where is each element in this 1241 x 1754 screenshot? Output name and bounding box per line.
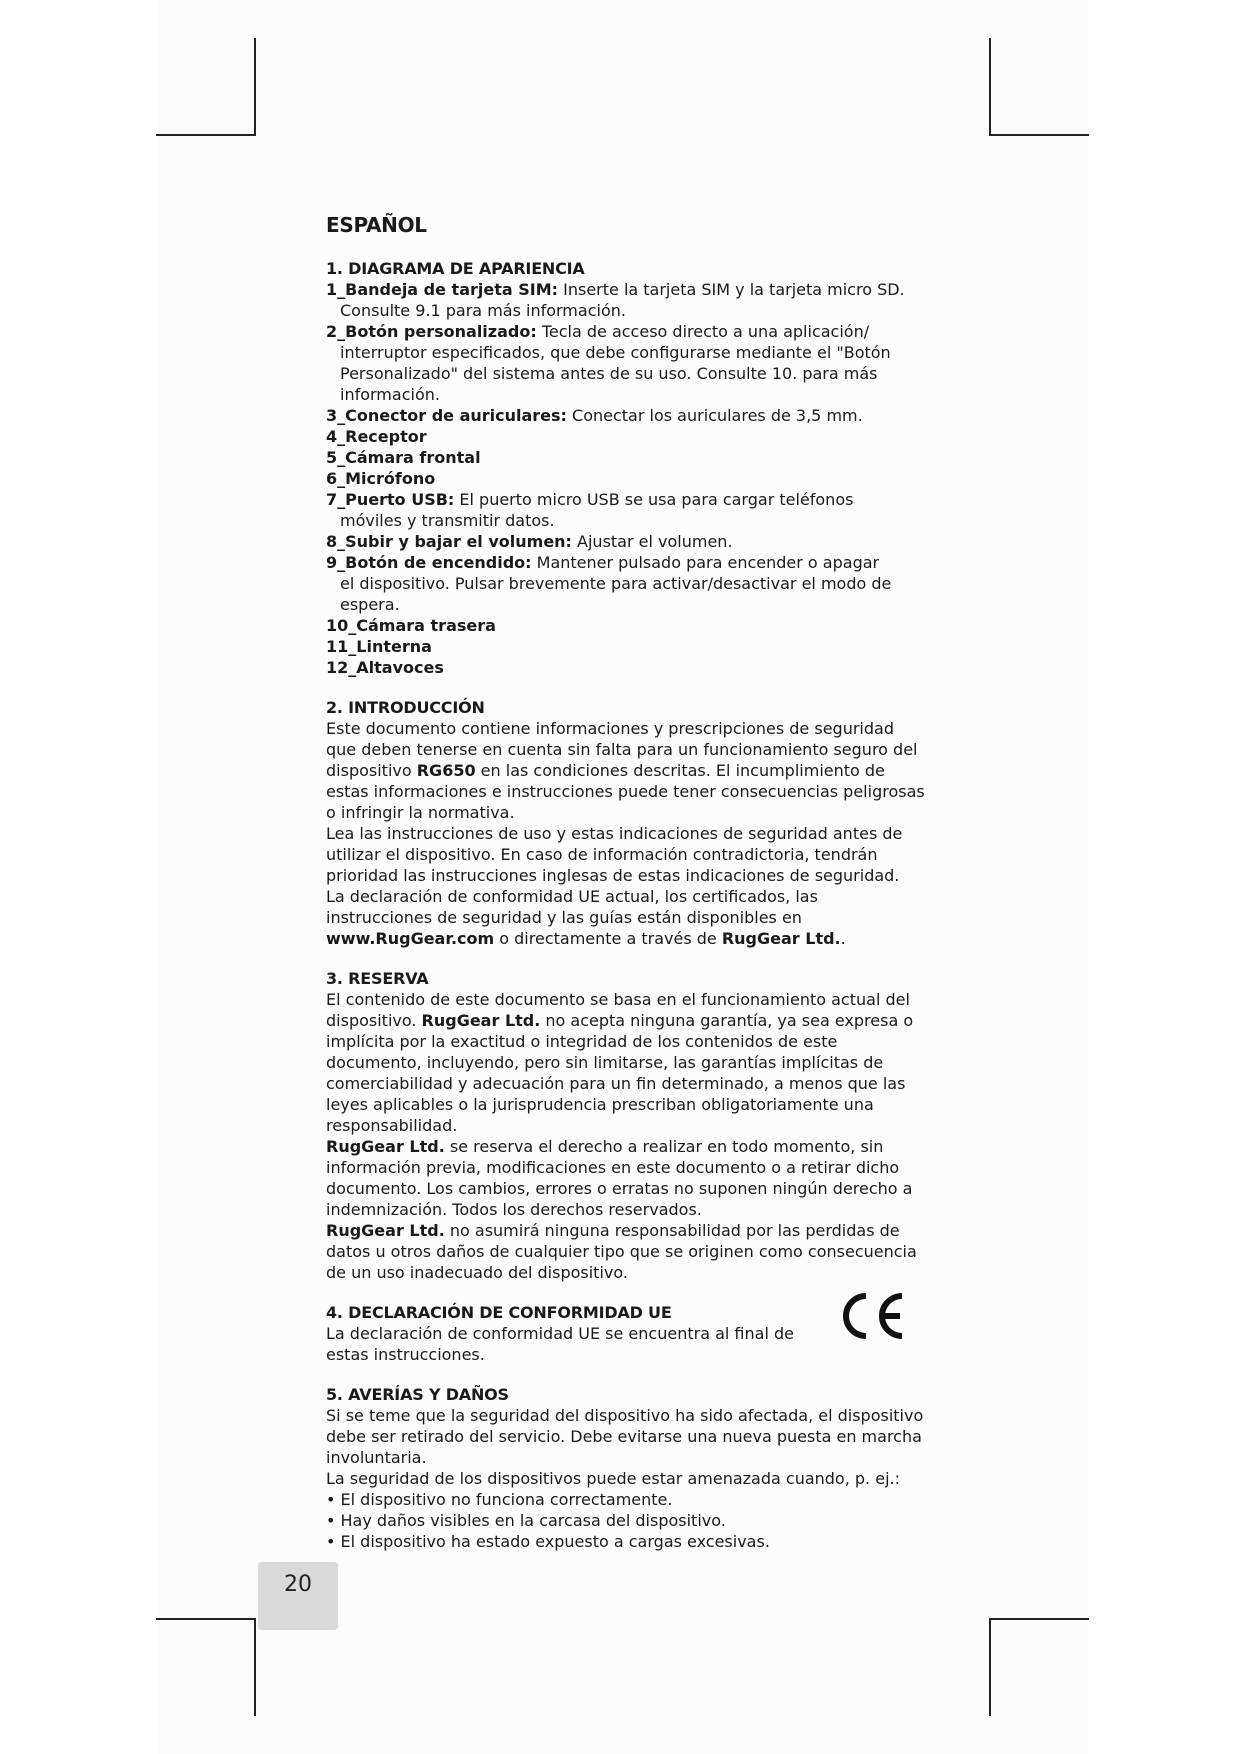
text-run: no acepta ninguna garantía, ya sea expresa o implícita por la exactitud o integridad de los contenidos de este documento, incluyendo, pero sin limitarse, las garantías implícitas de comerciabilidad y adecuación para un fin determinado, a menos que las leyes aplicables o la jurisprudencia prescriban obligatoriamente una responsabilidad. xyxy=(326,1011,914,1135)
item-label: 7_Puerto USB: xyxy=(326,490,455,509)
item-label: 9_Botón de encendido: xyxy=(326,553,532,572)
ce-mark-c xyxy=(846,1296,866,1336)
item-continuation: el dispositivo. Pulsar brevemente para activar/desactivar el modo de espera. xyxy=(340,574,892,614)
appearance-item xyxy=(326,468,926,489)
website-link[interactable]: www.RugGear.com xyxy=(326,929,495,948)
appearance-item xyxy=(326,552,926,615)
company-name: RugGear Ltd. xyxy=(326,1221,445,1240)
item-text: Conectar los auriculares de 3,5 mm. xyxy=(566,406,863,425)
item-label: 10_Cámara trasera xyxy=(326,616,496,635)
item-label: 3_Conector de auriculares: xyxy=(326,406,567,425)
section-4-title: 4. DECLARACIÓN DE CONFORMIDAD UE xyxy=(326,1303,672,1322)
model-name: RG650 xyxy=(416,761,476,780)
language-title: ESPAÑOL xyxy=(326,213,427,237)
crop-mark-bottom-left-vertical xyxy=(254,1618,256,1716)
item-label: 6_Micrófono xyxy=(326,469,436,488)
appearance-list xyxy=(326,279,926,678)
section-gap xyxy=(326,678,926,697)
document-content xyxy=(326,212,926,1552)
appearance-item xyxy=(326,531,926,552)
crop-mark-bottom-right-vertical xyxy=(989,1618,991,1716)
damage-paragraph-2: La seguridad de los dispositivos puede estar amenazada cuando, p. ej.: xyxy=(326,1469,900,1488)
text-run: El contenido de este documento se basa en el funcionamiento actual del dispositivo. xyxy=(326,990,910,1030)
reserve-paragraph-2 xyxy=(326,1136,926,1220)
crop-mark-top-right-vertical xyxy=(989,38,991,136)
section-1-title: 1. DIAGRAMA DE APARIENCIA xyxy=(326,259,585,278)
list-item: • El dispositivo no funciona correctamente. xyxy=(326,1490,673,1509)
company-name: RugGear Ltd. xyxy=(721,929,841,948)
text-run: no asumirá ninguna responsabilidad por las perdidas de datos u otros daños de cualquier tipo que se originen como consecuencia de un uso inadecuado del dispositivo. xyxy=(326,1221,917,1282)
intro-paragraph-1 xyxy=(326,718,926,823)
item-label: 11_Linterna xyxy=(326,637,432,656)
page-number: 20 xyxy=(258,1562,338,1630)
appearance-item xyxy=(326,321,926,405)
crop-mark-bottom-left-horizontal xyxy=(156,1618,256,1620)
crop-mark-top-right-horizontal xyxy=(989,134,1089,136)
appearance-item xyxy=(326,657,926,678)
item-label: 2_Botón personalizado: xyxy=(326,322,537,341)
ce-mark-icon xyxy=(836,1290,908,1342)
item-continuation: móviles y transmitir datos. xyxy=(340,511,555,530)
section-gap xyxy=(326,949,926,968)
crop-mark-top-left-vertical xyxy=(254,38,256,136)
text-run: en las condiciones descritas. El incumplimiento de estas informaciones e instrucciones puede tener consecuencias peligrosas o infringir la normativa. xyxy=(326,761,925,822)
item-text: Ajustar el volumen. xyxy=(571,532,733,551)
text-run: o directamente a través de xyxy=(494,929,722,948)
crop-mark-bottom-right-horizontal xyxy=(989,1618,1089,1620)
damage-bullet-list xyxy=(326,1489,926,1552)
appearance-item xyxy=(326,615,926,636)
item-label: 8_Subir y bajar el volumen: xyxy=(326,532,572,551)
company-name: RugGear Ltd. xyxy=(326,1137,445,1156)
ce-mark-e-bar xyxy=(884,1313,900,1319)
section-2-title: 2. INTRODUCCIÓN xyxy=(326,698,485,717)
item-text: Tecla de acceso directo a una aplicación/ xyxy=(536,322,870,341)
damage-paragraph-1: Si se teme que la seguridad del dispositivo ha sido afectada, el dispositivo debe ser retirado del servicio. Debe evitarse una nueva puesta en marcha involuntaria. xyxy=(326,1406,924,1467)
section-3-title: 3. RESERVA xyxy=(326,969,429,988)
item-text: El puerto micro USB se usa para cargar teléfonos xyxy=(454,490,854,509)
reserve-paragraph-3 xyxy=(326,1220,926,1283)
appearance-item xyxy=(326,636,926,657)
list-item: • El dispositivo ha estado expuesto a cargas excesivas. xyxy=(326,1532,770,1551)
text-run: se reserva el derecho a realizar en todo momento, sin información previa, modificaciones en este documento o a retirar dicho documento. Los cambios, errores o erratas no suponen ningún derecho a indemnización. Todos los derechos reservados. xyxy=(326,1137,913,1219)
reserve-paragraph-1 xyxy=(326,989,926,1136)
item-continuation: interruptor especificados, que debe configurarse mediante el "Botón Personalizado" del sistema antes de su uso. Consulte 10. para más información. xyxy=(340,343,891,404)
company-name: RugGear Ltd. xyxy=(421,1011,541,1030)
section-5-title: 5. AVERÍAS Y DAÑOS xyxy=(326,1385,509,1404)
intro-paragraph-2: Lea las instrucciones de uso y estas indicaciones de seguridad antes de utilizar el dispositivo. En caso de información contradictoria, tendrán prioridad las instrucciones inglesas de estas indicaciones de seguridad. xyxy=(326,824,903,885)
appearance-item xyxy=(326,426,926,447)
conformity-block xyxy=(326,1302,926,1365)
item-label: 12_Altavoces xyxy=(326,658,444,677)
appearance-item xyxy=(326,279,926,321)
appearance-item xyxy=(326,405,926,426)
item-label: 1_Bandeja de tarjeta SIM: xyxy=(326,280,559,299)
item-label: 5_Cámara frontal xyxy=(326,448,481,467)
item-label: 4_Receptor xyxy=(326,427,427,446)
text-run: . xyxy=(840,929,846,948)
conformity-paragraph: La declaración de conformidad UE se encuentra al final de estas instrucciones. xyxy=(326,1324,794,1364)
intro-paragraph-3 xyxy=(326,886,926,949)
appearance-item xyxy=(326,447,926,468)
text-run: La declaración de conformidad UE actual, los certificados, las instrucciones de seguridad y las guías están disponibles en xyxy=(326,887,818,927)
text-run: Este documento contiene informaciones y prescripciones de seguridad que deben tenerse en cuenta sin falta para un funcionamiento seguro del dispositivo xyxy=(326,719,918,780)
item-text: Mantener pulsado para encender o apagar xyxy=(531,553,880,572)
crop-mark-top-left-horizontal xyxy=(156,134,256,136)
item-continuation: Consulte 9.1 para más información. xyxy=(340,301,626,320)
list-item: • Hay daños visibles en la carcasa del dispositivo. xyxy=(326,1511,726,1530)
section-gap xyxy=(326,1365,926,1384)
appearance-item xyxy=(326,489,926,531)
item-text: Inserte la tarjeta SIM y la tarjeta micro SD. xyxy=(558,280,905,299)
